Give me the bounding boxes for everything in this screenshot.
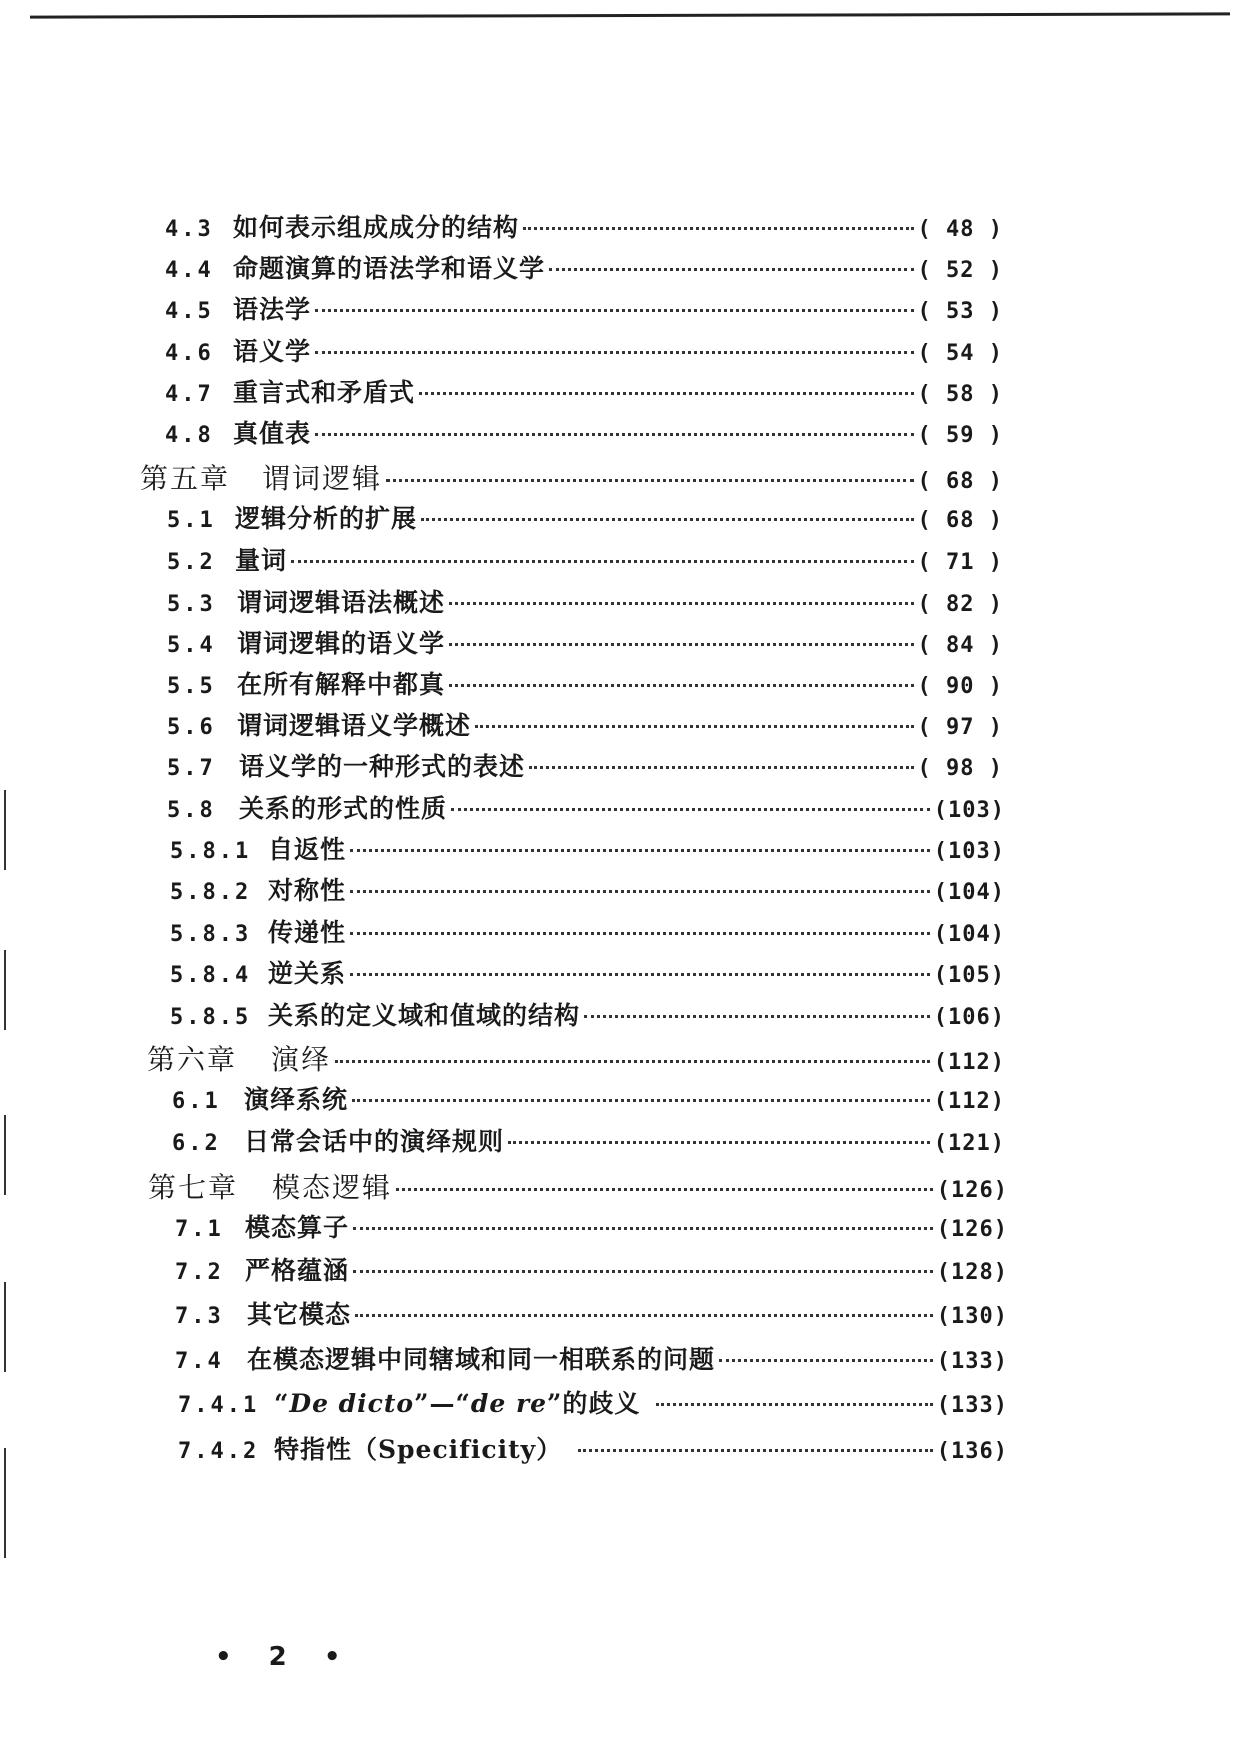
toc-entry-title: 其它模态 (247, 1300, 352, 1329)
toc-entry-number: 5.8.3 (170, 922, 252, 947)
toc-entry-title: 量词 (235, 546, 288, 575)
toc-entry-page: ( 48 ) (917, 217, 1003, 242)
toc-entry-page: (133) (936, 1393, 1008, 1418)
toc-entry-number: 5.8.2 (170, 880, 252, 905)
toc-entry-number: 7.3 (175, 1304, 224, 1329)
dot-leader (350, 849, 930, 852)
toc-entry-page: ( 82 ) (917, 592, 1003, 617)
toc-entry-number: 5.8.4 (170, 963, 252, 988)
toc-entry-page: (133) (936, 1349, 1008, 1374)
toc-entry-number: 4.3 (165, 217, 214, 242)
toc-entry-page: ( 71 ) (917, 550, 1003, 575)
toc-entry-title: 真值表 (233, 419, 312, 448)
toc-entry-number: 4.4 (165, 258, 214, 283)
scan-margin-mark (4, 790, 6, 870)
toc-entry-page: (112) (933, 1050, 1005, 1075)
toc-entry[interactable] (175, 1251, 1008, 1291)
toc-entry[interactable] (170, 954, 1005, 994)
toc-entry[interactable] (165, 208, 1003, 248)
chapter-title: 演绎 (271, 1043, 332, 1076)
scan-margin-mark (4, 950, 6, 1030)
dot-leader (523, 227, 914, 230)
toc-entry-number: 5.8.5 (170, 1005, 252, 1030)
dot-leader (719, 1359, 933, 1362)
toc-entry[interactable] (167, 499, 1003, 539)
toc-entry-page: ( 53 ) (917, 299, 1003, 324)
toc-entry-number: 5.3 (167, 592, 216, 617)
toc-entry-number: 7.2 (175, 1260, 224, 1285)
toc-entry-page: ( 84 ) (917, 633, 1003, 658)
toc-entry-number: 7.4.2 (178, 1439, 260, 1464)
dot-leader (421, 518, 914, 521)
toc-entry[interactable] (170, 913, 1005, 953)
toc-entry-page: (104) (933, 922, 1005, 947)
toc-entry-page: (130) (936, 1304, 1008, 1329)
dot-leader (315, 351, 914, 354)
dot-leader (315, 433, 914, 436)
toc-entry-page: ( 97 ) (917, 715, 1003, 740)
footer-page-number: • 2 • (215, 1642, 355, 1672)
dot-leader (291, 560, 914, 563)
toc-entry-page: (126) (936, 1178, 1008, 1203)
chapter-title: 模态逻辑 (272, 1171, 393, 1204)
toc-entry[interactable] (167, 706, 1003, 746)
scan-margin-mark (4, 1448, 6, 1558)
scan-margin-mark (4, 1115, 6, 1195)
toc-entry[interactable] (167, 789, 1005, 829)
title-italic-de-dicto: De dicto (289, 1389, 415, 1418)
toc-entry-title: 语义学 (233, 337, 312, 366)
dot-leader (584, 1015, 930, 1018)
toc-entry-page: (128) (936, 1260, 1008, 1285)
toc-entry-title: 谓词逻辑的语义学 (237, 629, 446, 658)
toc-entry[interactable] (165, 414, 1003, 454)
toc-entry-title: 严格蕴涵 (245, 1256, 350, 1285)
toc-entry[interactable] (167, 747, 1003, 787)
toc-entry[interactable] (167, 541, 1003, 581)
dot-leader (350, 932, 930, 935)
toc-entry-title: 逻辑分析的扩展 (235, 504, 418, 533)
toc-entry-number: 4.6 (165, 341, 214, 366)
toc-chapter-entry[interactable] (147, 1038, 1005, 1078)
toc-entry[interactable] (165, 332, 1003, 372)
toc-entry-page: (105) (933, 963, 1005, 988)
toc-entry-page: ( 54 ) (917, 341, 1003, 366)
toc-entry-title: 在所有解释中都真 (237, 670, 446, 699)
toc-entry-number: 6.1 (172, 1089, 221, 1114)
dot-leader (549, 268, 914, 271)
chapter-number: 第六章 (147, 1043, 238, 1076)
toc-entry-title: 特指性（Specificity） (274, 1435, 563, 1464)
toc-entry[interactable] (165, 249, 1003, 289)
toc-entry[interactable] (170, 830, 1005, 870)
chapter-title: 谓词逻辑 (262, 462, 383, 495)
toc-entry-number: 5.7 (167, 756, 216, 781)
toc-entry-page: (136) (936, 1439, 1008, 1464)
scan-margin-mark (4, 1282, 6, 1372)
toc-entry-title: 对称性 (268, 876, 347, 905)
dot-leader (315, 309, 914, 312)
toc-entry-title: 语义学的一种形式的表述 (239, 752, 526, 781)
toc-entry-number: 5.8.1 (170, 839, 252, 864)
dot-leader (353, 1227, 933, 1230)
toc-entry-page: (106) (933, 1005, 1005, 1030)
dot-leader (419, 392, 914, 395)
toc-entry-page: ( 58 ) (917, 382, 1003, 407)
toc-entry-title: 日常会话中的演绎规则 (244, 1127, 505, 1156)
toc-entry[interactable] (167, 583, 1003, 623)
toc-entry-page: ( 68 ) (917, 469, 1003, 494)
toc-entry-title: 演绎系统 (244, 1085, 349, 1114)
dot-leader (529, 766, 914, 769)
toc-entry[interactable] (175, 1208, 1008, 1248)
dot-leader (451, 808, 930, 811)
toc-entry-number: 4.5 (165, 299, 214, 324)
toc-entry-title: 在模态逻辑中同辖域和同一相联系的问题 (247, 1345, 716, 1374)
dot-leader (449, 602, 914, 605)
toc-entry-title: 关系的定义域和值域的结构 (268, 1001, 581, 1030)
toc-entry-page: (103) (933, 798, 1005, 823)
dot-leader (449, 684, 914, 687)
toc-entry-number: 4.8 (165, 423, 214, 448)
toc-entry[interactable] (172, 1122, 1005, 1162)
chapter-number: 第五章 (140, 462, 231, 495)
title-quote-open: “ (274, 1389, 290, 1418)
dot-leader (350, 890, 930, 893)
toc-entry-page: (126) (936, 1217, 1008, 1242)
title-dash-quote: ”—“ (414, 1389, 471, 1418)
toc-entry-title: 语法学 (233, 295, 312, 324)
toc-entry-title: 谓词逻辑语法概述 (237, 588, 446, 617)
dot-leader (352, 1099, 930, 1102)
toc-entry-number: 6.2 (172, 1131, 221, 1156)
toc-entry[interactable] (165, 373, 1003, 413)
toc-entry[interactable] (165, 290, 1003, 330)
toc-entry-page: ( 90 ) (917, 674, 1003, 699)
toc-entry[interactable] (170, 871, 1005, 911)
toc-chapter-entry[interactable] (148, 1166, 1008, 1206)
toc-entry-number: 5.4 (167, 633, 216, 658)
dot-leader (353, 1270, 933, 1273)
dot-leader (508, 1141, 930, 1144)
dot-leader (386, 479, 914, 482)
toc-entry-page: ( 68 ) (917, 508, 1003, 533)
dot-leader (656, 1403, 932, 1406)
toc-entry-title: 模态算子 (245, 1213, 350, 1242)
toc-entry-page: ( 59 ) (917, 423, 1003, 448)
chapter-number: 第七章 (148, 1171, 239, 1204)
toc-entry-page: (112) (933, 1089, 1005, 1114)
toc-entry-title (274, 1384, 640, 1420)
toc-entry-title: 关系的形式的性质 (239, 794, 448, 823)
toc-entry-title: 命题演算的语法学和语义学 (233, 254, 546, 283)
toc-entry-title: 自返性 (268, 835, 347, 864)
toc-entry-number: 5.1 (167, 508, 216, 533)
toc-entry-page: ( 52 ) (917, 258, 1003, 283)
toc-entry-title: 谓词逻辑语义学概述 (237, 711, 472, 740)
dot-leader (350, 973, 930, 976)
toc-entry-page: (104) (933, 880, 1005, 905)
toc-entry-page: (103) (933, 839, 1005, 864)
dot-leader (578, 1449, 933, 1452)
toc-entry[interactable] (167, 624, 1003, 664)
title-italic-de-re: de re (470, 1389, 548, 1418)
toc-entry-number: 5.2 (167, 550, 216, 575)
toc-entry-title: 重言式和矛盾式 (233, 378, 416, 407)
toc-entry-number: 5.6 (167, 715, 216, 740)
title-suffix: ”的歧义 (547, 1389, 641, 1418)
toc-entry[interactable] (178, 1384, 1008, 1424)
toc-entry[interactable] (172, 1080, 1005, 1120)
dot-leader (396, 1188, 933, 1191)
toc-entry-number: 7.4 (175, 1349, 224, 1374)
toc-entry[interactable] (170, 996, 1005, 1036)
dot-leader (355, 1314, 933, 1317)
dot-leader (475, 725, 914, 728)
toc-entry[interactable] (175, 1295, 1008, 1335)
toc-entry-title: 如何表示组成成分的结构 (233, 213, 520, 242)
toc-entry-number: 5.5 (167, 674, 216, 699)
toc-entry[interactable] (175, 1340, 1008, 1380)
toc-entry[interactable] (167, 665, 1003, 705)
toc-chapter-entry[interactable] (140, 457, 1003, 497)
toc-entry-number: 7.1 (175, 1217, 224, 1242)
dot-leader (335, 1060, 930, 1063)
toc-entry-title: 传递性 (268, 918, 347, 947)
toc-entry-number: 4.7 (165, 382, 214, 407)
toc-entry-page: ( 98 ) (917, 756, 1003, 781)
toc-entry-number: 5.8 (167, 798, 216, 823)
toc-entry[interactable] (178, 1430, 1008, 1470)
toc-entry-number: 7.4.1 (178, 1393, 260, 1418)
dot-leader (449, 643, 914, 646)
toc-entry-page: (121) (933, 1131, 1005, 1156)
toc-entry-title: 逆关系 (268, 959, 347, 988)
